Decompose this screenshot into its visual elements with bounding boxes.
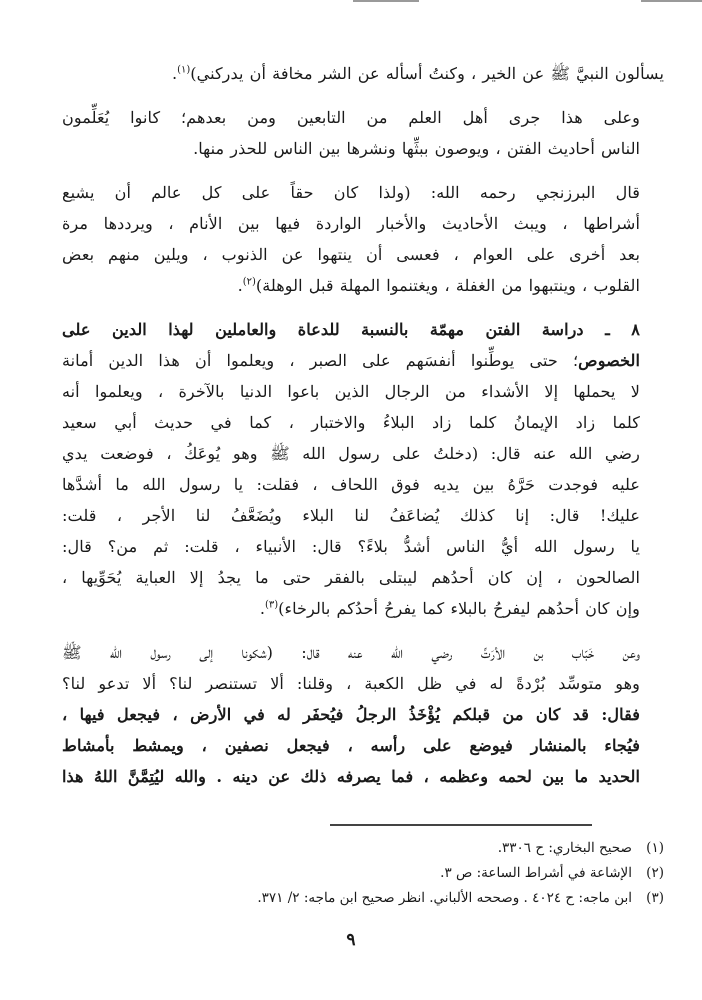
text-line bbox=[62, 270, 664, 301]
text-segment: ؛ حتى يوطِّنوا أنفسَهم على الصبر ، ويعلموا أن هذا الدين أمانة bbox=[62, 351, 579, 370]
footnote-text: ابن ماجه: ح ٤٠٢٤ . وصححه الألباني. انظر صحيح ابن ماجه: ٢/ ٣٧١. bbox=[257, 890, 632, 906]
footnote-number: (١) bbox=[646, 840, 664, 856]
section-heading-continuation: الخصوص bbox=[578, 351, 640, 370]
text-line: الناس أحاديث الفتن ، ويوصون ببثِّها ونشرها بين الناس للحذر منها. bbox=[193, 139, 640, 158]
text-line: أشراطها ، ويبث الأحاديث والأخبار الواردة فيها بين الأنام ، ويرددها مرة bbox=[62, 214, 640, 233]
text-line: وعلى هذا جرى أهل العلم من التابعين ومن بعدهم؛ كانوا يُعَلِّمون bbox=[62, 108, 640, 127]
scan-edge-mark bbox=[353, 0, 419, 2]
paragraph-hadith-end bbox=[62, 58, 664, 89]
footnote-divider bbox=[330, 824, 592, 826]
text-line: رضي الله عنه قال: (دخلتُ على رسول الله ﷺ وهو يُوعَكُ ، فوضعت يدي bbox=[62, 444, 640, 463]
text-line: عليك! قال: إنا كذلك يُضاعَفُ لنا البلاء ويُضَعَّفُ لنا الأجر ، قلت: bbox=[62, 506, 640, 525]
text-line: قال البرزنجي رحمه الله: (ولذا كان حقاً على كل عالم أن يشيع bbox=[62, 183, 640, 202]
footnote-number: (٢) bbox=[646, 865, 664, 881]
punctuation: . bbox=[171, 64, 178, 83]
footnotes bbox=[100, 836, 664, 911]
punctuation: . bbox=[259, 599, 265, 618]
text-line: يسألون النبيَّ ﷺ عن الخير ، وكنتُ أسأله عن الشر مخافة أن يدركني) bbox=[190, 64, 664, 83]
footnote-ref: (٣) bbox=[264, 599, 279, 611]
text-line-bold: الحديد ما بين لحمه وعظمه ، فما يصرفه ذلك عن دينه . والله ليُتِمَّنَّ اللهُ هذا bbox=[62, 767, 640, 786]
text-line: عليه فوجدت حَرَّهُ بين يديه فوق اللحاف ، فقلت: يا رسول الله ما أشدَّها bbox=[62, 475, 640, 494]
scan-edge-mark bbox=[641, 0, 702, 2]
text-line: كلما زاد الإيمانُ كلما زاد البلاءُ والاختبار ، كما في حديث أبي سعيد bbox=[62, 413, 640, 432]
text-line: لا يحملها إلا الأشداء من الرجال الذين باعوا الدنيا بالآخرة ، ويعلموا أنه bbox=[62, 382, 640, 401]
page-number: ٩ bbox=[346, 930, 356, 950]
text-line bbox=[62, 345, 664, 376]
text-line bbox=[62, 593, 664, 624]
text-line: بعد أخرى على العوام ، فعسى أن ينتهوا عن الذنوب ، ويلين منهم بعض bbox=[62, 245, 640, 264]
paragraph-point-8 bbox=[62, 314, 664, 624]
footnote-ref: (١) bbox=[177, 64, 191, 76]
text-line: وهو متوسِّد بُرْدةً له في ظل الكعبة ، وقلنا: ألا تستنصر لنا؟ ألا تدعو لنا؟ bbox=[62, 674, 640, 693]
text-line: يا رسول الله أيُّ الناس أشدُّ بلاءً؟ قال: الأنبياء ، قلت: ثم من؟ قال: bbox=[62, 537, 640, 556]
text-line: وعن خَبّاب بن الأرَتِّ رضي الله عنه قال: (شكونا إلى رسول الله ﷺ bbox=[62, 643, 640, 662]
footnote-number: (٣) bbox=[646, 890, 664, 906]
book-page-body bbox=[62, 58, 664, 805]
text-segment: وإن كان أحدُهم ليفرحُ بالبلاء كما يفرحُ أحدُكم بالرخاء) bbox=[278, 599, 640, 618]
footnote-item bbox=[100, 836, 664, 861]
text-line: الصالحون ، إن كان أحدُهم ليبتلى بالفقر حتى ما يجدُ إلا العباية يُحَوِّيها ، bbox=[62, 568, 640, 587]
text-line-bold: فقال: قد كان من قبلكم يُؤْخَذُ الرجلُ فيُحفَر له في الأرض ، فيجعل فيها ، bbox=[62, 705, 640, 724]
punctuation: . bbox=[237, 276, 243, 295]
paragraph-scholars bbox=[62, 102, 664, 164]
text-line-bold: فيُجاء بالمنشار فيوضع على رأسه ، فيجعل نصفين ، ويمشط بأمشاط bbox=[62, 736, 640, 755]
footnote-ref: (٢) bbox=[242, 276, 256, 288]
section-heading: ٨ ـ دراسة الفتن مهمّة بالنسبة للدعاة والعاملين لهذا الدين على bbox=[62, 320, 640, 339]
paragraph-barzanji-quote bbox=[62, 177, 664, 301]
footnote-text: صحيح البخاري: ح ٣٣٠٦. bbox=[497, 840, 632, 856]
footnote-item bbox=[100, 861, 664, 886]
text-segment: القلوب ، وينتبهوا من الغفلة ، ويغتنموا المهلة قبل الوهلة) bbox=[255, 276, 640, 295]
footnote-item bbox=[100, 886, 664, 911]
paragraph-khabbab-hadith bbox=[62, 637, 664, 792]
footnote-text: الإشاعة في أشراط الساعة: ص ٣. bbox=[440, 865, 632, 881]
